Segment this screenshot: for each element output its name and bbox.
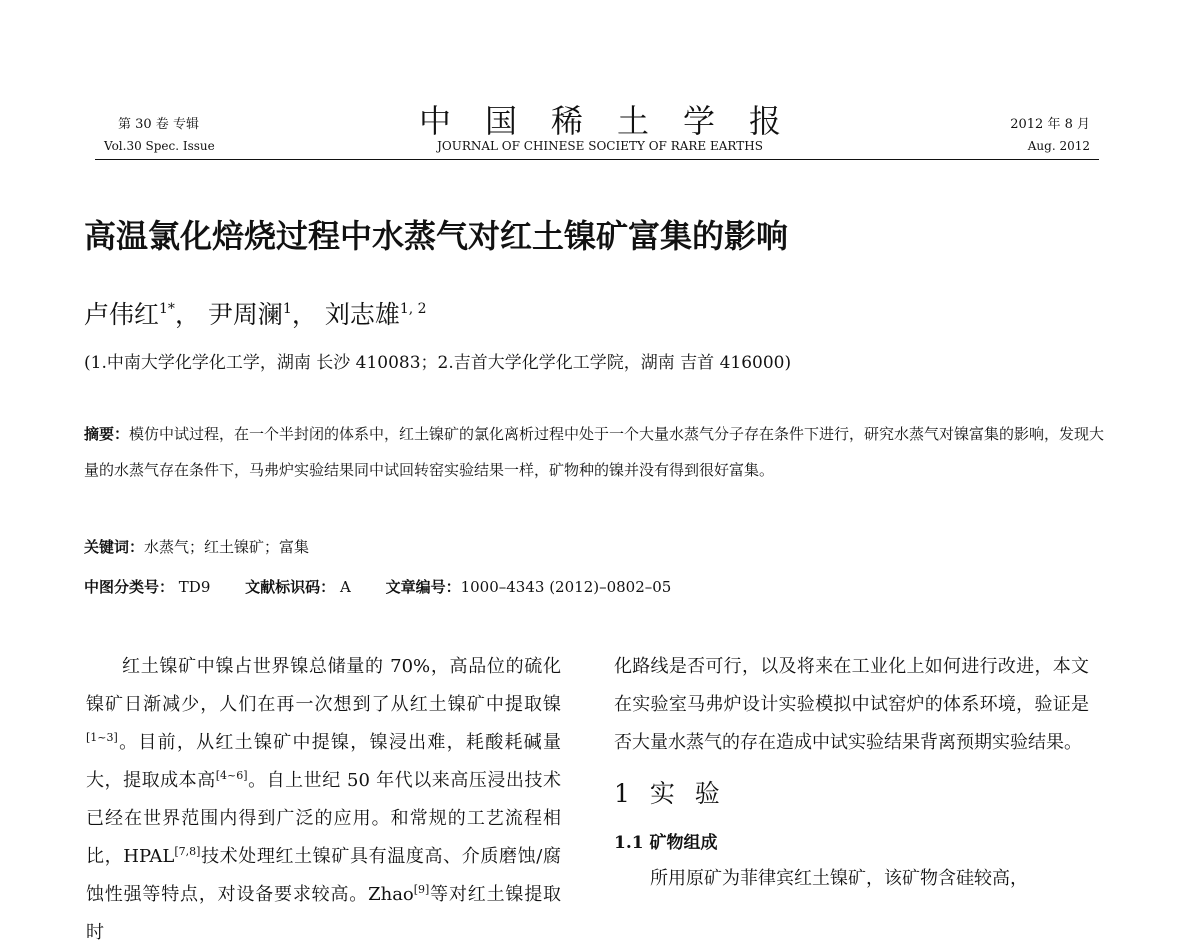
abstract-text: 模仿中试过程，在一个半封闭的体系中，红土镍矿的氯化离析过程中处于一个大量水蒸气分子存在条件下进行，研究水蒸气对镍富集的影响，发现大量的水蒸气存在条件下，马弗炉实验结果同中试回转窑实验结果一样，矿物种的镍并没有得到很好富集。 — [84, 425, 1105, 479]
body-column-right — [614, 648, 1089, 898]
doc-code-label: 文献标识码： — [245, 578, 336, 596]
body-paragraph: 化路线是否可行，以及将来在工业化上如何进行改进，本文在实验室马弗炉设计实验模拟中试窑炉的体系环境，验证是否大量水蒸气的存在造成中试实验结果背离预期实验结果。 — [614, 656, 1089, 753]
body-paragraph — [86, 648, 561, 952]
citation: [4~6] — [215, 769, 248, 782]
journal-title-cn: 中国稀土学报 — [418, 102, 815, 140]
abstract-label: 摘要： — [84, 425, 130, 443]
article-number-label: 文章编号： — [385, 578, 461, 596]
subsection-heading: 1.1 矿物组成 — [614, 833, 718, 853]
author-list — [84, 295, 427, 331]
clc-label: 中图分类号： — [84, 578, 175, 596]
body-text: 技术处理红土镍矿具有温度高、介质磨蚀/腐蚀性强等特点，对设备要求较高。Zhao — [86, 846, 561, 905]
author-name: 卢伟红 — [84, 300, 160, 329]
body-paragraph: 所用原矿为菲律宾红土镍矿，该矿物含硅较高， — [650, 868, 1028, 889]
author-name: 尹周澜 — [207, 300, 283, 329]
journal-title-en: JOURNAL OF CHINESE SOCIETY OF RARE EARTHS — [437, 139, 763, 153]
classification-line — [84, 576, 671, 597]
body-column-left — [86, 648, 561, 952]
body-text: 。自上世纪 50 年代以来高压浸出技术已经在世界范围内得到广泛的应用。和常规的工艺流程相比，HPAL — [86, 770, 561, 867]
author-affiliation-mark: 1 — [282, 301, 292, 317]
author-affiliation-mark: 1* — [159, 301, 175, 317]
author-separator: ， — [174, 300, 200, 329]
keywords-text: 水蒸气；红土镍矿；富集 — [144, 538, 310, 556]
author-affiliation-mark: 1, 2 — [399, 301, 427, 317]
doc-code-value: A — [339, 578, 351, 596]
clc-value: TD9 — [178, 578, 211, 596]
citation: [7,8] — [174, 845, 201, 858]
volume-label-en: Vol.30 Spec. Issue — [104, 139, 215, 153]
section-heading: 1 实 验 — [614, 779, 726, 808]
body-text: 。目前，从红土镍矿中提镍，镍浸出难，耗酸耗碱量大，提取成本高 — [86, 732, 561, 791]
issue-date-en: Aug. 2012 — [1027, 139, 1090, 153]
body-text: 红土镍矿中镍占世界镍总储量的 70%，高品位的硫化镍矿日渐减少，人们在再一次想到了从红土镍矿中提取镍 — [86, 656, 561, 715]
abstract — [84, 416, 1114, 488]
keywords-label: 关键词： — [84, 538, 145, 556]
author-name: 刘志雄 — [324, 300, 400, 329]
body-text: 等对红土镍提取时 — [86, 884, 562, 943]
citation: [1~3] — [86, 731, 118, 744]
author-separator: ， — [291, 300, 317, 329]
affiliations: (1.中南大学化学化工学，湖南 长沙 410083；2.吉首大学化学化工学院，湖南 吉首 416000) — [84, 353, 792, 373]
article-number-value: 1000–4343 (2012)–0802–05 — [460, 578, 672, 596]
issue-date-cn: 2012 年 8 月 — [1010, 117, 1090, 132]
header-rule — [95, 159, 1099, 160]
citation: [9] — [413, 883, 430, 896]
paper-title: 高温氯化焙烧过程中水蒸气对红土镍矿富集的影响 — [84, 217, 789, 255]
volume-label-cn: 第 30 卷 专辑 — [118, 117, 199, 132]
keywords — [84, 536, 309, 557]
